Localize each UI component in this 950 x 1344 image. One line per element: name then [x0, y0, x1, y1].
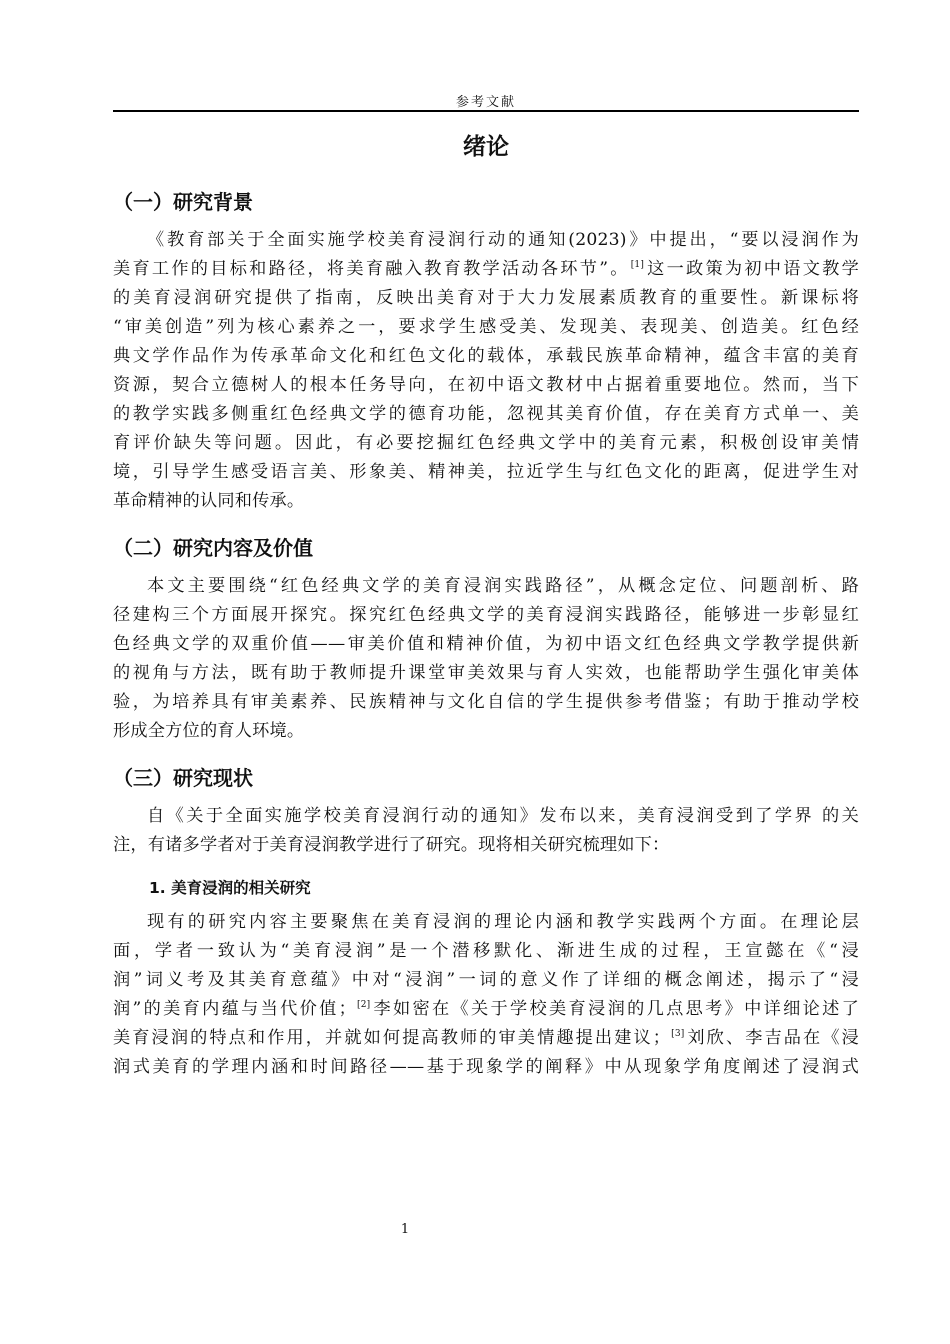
citation-ref-3[interactable]: [3]	[671, 1029, 685, 1040]
text-segment: 美育浸润的特点和作用，并就如何提高教师的审美情趣提出建议；	[113, 1028, 671, 1048]
text-line: 的美育浸润研究提供了指南，反映出美育对于大力发展素质教育的重要性。新课标将	[113, 288, 859, 308]
text-line: 色经典文学的双重价值——审美价值和精神价值，为初中语文红色经典文学教学提供新	[113, 634, 859, 654]
text-line: 《教育部关于全面实施学校美育浸润行动的通知(2023)》中提出，“要以浸润作为	[147, 230, 859, 250]
text-line: 资源，契合立德树人的根本任务导向，在初中语文教材中占据着重要地位。然而，当下	[113, 375, 859, 395]
text-segment: 润”的美育内蕴与当代价值；	[113, 999, 357, 1019]
subsection-heading-aesthetic-research: 1. 美育浸润的相关研究	[149, 879, 311, 897]
text-line: 注，有诸多学者对于美育浸润教学进行了研究。现将相关研究梳理如下：	[113, 835, 670, 855]
citation-ref-2[interactable]: [2]	[357, 1000, 371, 1011]
header-rule	[113, 110, 859, 112]
running-header: 参考文献	[455, 95, 516, 110]
text-line	[113, 255, 859, 284]
paragraph-background	[113, 226, 859, 516]
text-line: 润式美育的学理内涵和时间路径——基于现象学的阐释》中从现象学角度阐述了浸润式	[113, 1057, 859, 1077]
citation-ref-1[interactable]: [1]	[630, 260, 645, 271]
text-line: 的视角与方法，既有助于教师提升课堂审美效果与育人实效，也能帮助学生强化审美体	[113, 663, 859, 683]
text-line: 润”词义考及其美育意蕴》中对“浸润”一词的意义作了详细的概念阐述，揭示了“浸	[113, 970, 859, 990]
text-line: 径建构三个方面展开探究。探究红色经典文学的美育浸润实践路径，能够进一步彰显红	[113, 605, 859, 625]
section-heading-content-value: （二）研究内容及价值	[113, 536, 313, 560]
paragraph-content-value	[113, 572, 859, 746]
text-line: 育评价缺失等问题。因此，有必要挖掘红色经典文学中的美育元素，积极创设审美情	[113, 433, 859, 453]
text-line: 的教学实践多侧重红色经典文学的德育功能，忽视其美育价值，存在美育方式单一、美	[113, 404, 859, 424]
text-segment: 刘欣、李吉品在《浸	[685, 1028, 859, 1048]
text-line: 现有的研究内容主要聚焦在美育浸润的理论内涵和教学实践两个方面。在理论层	[147, 912, 859, 932]
section-heading-status: （三）研究现状	[113, 766, 253, 790]
text-line: 形成全方位的育人环境。	[113, 721, 305, 741]
text-segment: 美育工作的目标和路径，将美育融入教育教学活动各环节”。	[113, 259, 630, 279]
text-line	[113, 1024, 859, 1053]
text-line: 境，引导学生感受语言美、形象美、精神美，拉近学生与红色文化的距离，促进学生对	[113, 462, 859, 482]
text-line: 自《关于全面实施学校美育浸润行动的通知》发布以来，美育浸润受到了学界 的关	[147, 806, 859, 826]
text-segment: 李如密在《关于学校美育浸润的几点思考》中详细论述了	[371, 999, 859, 1019]
text-line: 本文主要围绕“红色经典文学的美育浸润实践路径”，从概念定位、问题剖析、路	[147, 576, 859, 596]
text-line: “审美创造”列为核心素养之一，要求学生感受美、发现美、表现美、创造美。红色经	[113, 317, 859, 337]
paragraph-aesthetic-research	[113, 908, 859, 1082]
page-number: 1	[400, 1222, 410, 1237]
text-line: 典文学作品作为传承革命文化和红色文化的载体，承载民族革命精神，蕴含丰富的美育	[113, 346, 859, 366]
text-line: 革命精神的认同和传承。	[113, 491, 305, 511]
text-line: 验，为培养具有审美素养、民族精神与文化自信的学生提供参考借鉴；有助于推动学校	[113, 692, 859, 712]
section-heading-background: （一）研究背景	[113, 190, 253, 214]
paragraph-status-intro	[113, 802, 859, 860]
page-title: 绪论	[463, 134, 509, 160]
page-content	[113, 128, 859, 1090]
text-line	[113, 995, 859, 1024]
text-segment: 这一政策为初中语文教学	[645, 259, 859, 279]
text-line: 面，学者一致认为“美育浸润”是一个潜移默化、渐进生成的过程，王宣懿在《“浸	[113, 941, 859, 961]
